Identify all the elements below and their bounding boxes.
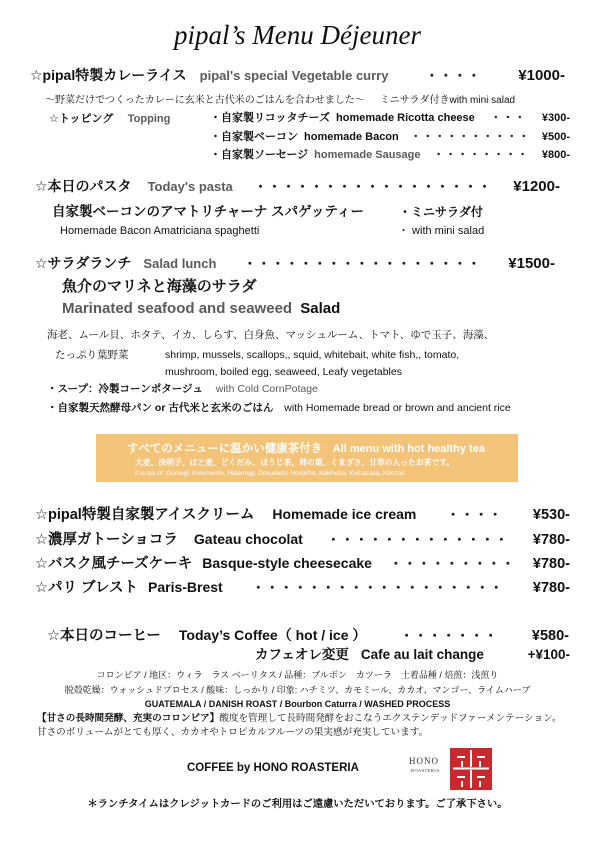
logo-word: HONO (409, 756, 439, 766)
pasta-side-en: ・ with mini salad (398, 225, 485, 237)
topping-row (210, 147, 570, 163)
coffee-name: ☆本日のコーヒー (47, 628, 161, 644)
salad-name: ☆サラダランチ (35, 255, 132, 271)
tea-ingredients: 大麦、決明子、はと麦、どくだみ、ほうじ茶、柿の葉、くまざさ、甘草の入ったお茶です。 (135, 458, 455, 467)
salad-bread-en: with Homemade bread or brown and ancient rice (284, 402, 511, 414)
dessert-leader: ・・・・・・・・・ (389, 556, 516, 571)
salad-ingredients: 海老、ムール貝、ホタテ、イカ、しらす、白身魚、マッシュルーム、トマト、ゆで玉子、海藻、 (47, 329, 495, 341)
topping-price: ¥800- (541, 149, 570, 161)
dessert-row (35, 577, 570, 597)
dessert-row (35, 529, 570, 549)
topping-label-en: Topping (127, 113, 171, 125)
logo-sub: ROASTERIA (411, 768, 440, 773)
cafe-au-lait-option: カフェオレ変更 (255, 647, 349, 662)
coffee-note-lead: 【甘さの長時間発酵、充実のコロンビア】 (37, 713, 220, 724)
dessert-name: ☆濃厚ガトーショコラ (35, 532, 178, 548)
topping-label: ☆トッピング (49, 113, 114, 125)
dessert-price: ¥780- (532, 556, 570, 572)
coffee-origin-line-2: 脱殻乾燥：ウォッシュドプロセス / 酸味：しっかり / 印象: ハチミツ、カモミール、カカオ、マンゴー、ライムハーブ (64, 685, 531, 695)
dessert-row (35, 553, 570, 573)
coffee-leader: ・・・・・・・ (400, 628, 499, 643)
curry-price: ¥1000- (518, 67, 565, 84)
salad-ingredients-cont: たっぷり葉野菜 (55, 349, 129, 361)
dessert-price: ¥780- (532, 580, 570, 596)
topping-leader: ・・・・・・・・ (433, 149, 530, 161)
salad-ingredients-en-2: mushroom, boiled egg, seaweed, Leafy vegetables (165, 366, 402, 378)
coffee-origin-line-1: コロンビア / 地区：ウィラ ラス ベーリタス / 品種：ブルボン カツーラ 土着品種 / 焙煎：浅煎り (96, 670, 499, 680)
dessert-leader: ・・・・・・・・・・・・・・・・・・ (251, 580, 504, 595)
pasta-dish-en: Homemade Bacon Amatriciana spaghetti (60, 225, 260, 237)
curry-description: 〜野菜だけでつくったカレーに玄米と古代米のごはんを合わせました〜 (45, 95, 365, 106)
topping-name-en: homemade Sausage (314, 149, 421, 161)
dessert-name: ☆pipal特製自家製アイスクリーム (35, 507, 255, 523)
coffee-price: ¥580- (531, 628, 569, 644)
topping-row (210, 110, 570, 126)
topping-price: ¥500- (541, 131, 570, 143)
cafe-au-lait-option-en: Cafe au lait change (360, 647, 484, 662)
topping-name: ・自家製ベーコン (210, 131, 298, 143)
coffee-row (47, 625, 569, 645)
dessert-leader: ・・・・・・・・・・・・・ (326, 532, 509, 547)
dessert-name: ☆パリ ブレスト (35, 580, 139, 596)
coffee-name-en: Today’s Coffee（ hot / ice ） (178, 627, 367, 643)
dessert-name-en: Gateau chocolat (193, 531, 303, 547)
tea-heading-row (127, 441, 512, 455)
curry-row (30, 65, 565, 85)
salad-price: ¥1500- (508, 255, 555, 272)
footnote: ＊ランチタイムはクレジットカードのご利用はご遠慮いただいております。ご了承下さい。 (87, 799, 508, 810)
topping-row (210, 129, 570, 145)
salad-name-en: Salad lunch (143, 256, 217, 271)
topping-name: ・自家製リコッタチーズ (210, 112, 331, 124)
cafe-au-lait-price: +¥100- (527, 647, 570, 662)
salad-soup: ・スープ：冷製コーンポタージュ (47, 383, 203, 395)
page-title: pipal’s Menu Déjeuner (174, 20, 421, 50)
dessert-name-en: Homemade ice cream (272, 506, 417, 522)
topping-leader: ・・・・・・・・・・ (410, 131, 531, 143)
tea-box (96, 434, 518, 482)
coffee-roaster: COFFEE by HONO ROASTERIA (187, 762, 359, 774)
dessert-name-en: Basque-style cheesecake (202, 555, 372, 571)
pasta-name-en: Today's pasta (147, 179, 233, 194)
coffee-note-body: 酸度を管理して長時間発酵をおこなうエクステンデッドファーメンテーション。甘さのボリュームがとても厚く、カカオやトロピカルフルーツの果実感が充実しています。 (37, 713, 562, 738)
topping-name-en: homemade Ricotta cheese (336, 112, 475, 124)
pasta-row (35, 176, 560, 196)
dessert-leader: ・・・・ (446, 507, 503, 522)
salad-soup-row (47, 381, 547, 397)
curry-leader: ・・・・ (425, 68, 482, 83)
topping-price: ¥300- (541, 112, 570, 124)
pasta-name: ☆本日のパスタ (35, 178, 132, 194)
tea-ingredients-en: It is tea of :Oomugi, Ketumeishi, Hatomugi, Dokudami, Houjicha, Kakinoha, Kumazasa, Kanzou. (135, 470, 407, 477)
salad-bread: ・自家製天然酵母パン or 古代米と玄米のごはん (47, 402, 274, 414)
dessert-row (35, 504, 570, 524)
salad-leader: ・・・・・・・・・・・・・・・・・ (243, 256, 482, 271)
cafe-au-lait-row (255, 645, 570, 665)
curry-name-en: pipal's special Vegetable curry (199, 68, 389, 83)
salad-bread-row (47, 400, 587, 416)
topping-name-en: homemade Bacon (304, 131, 399, 143)
tea-heading: すべてのメニューに温かい健康茶付き (127, 443, 323, 455)
salad-soup-en: with Cold CornPotage (215, 383, 318, 395)
pasta-price: ¥1200- (513, 178, 560, 195)
dessert-price: ¥530- (532, 507, 570, 523)
hono-roasteria-logo-icon (450, 748, 492, 790)
topping-label-row (49, 110, 204, 126)
salad-dish-en: Marinated seafood and seaweed (62, 300, 293, 317)
topping-leader: ・・・ (490, 112, 527, 124)
curry-description-row (45, 94, 570, 108)
pasta-leader: ・・・・・・・・・・・・・・・・・ (254, 179, 493, 194)
pasta-dish: 自家製ベーコンのアマトリチャーナ スパゲッティー (52, 204, 364, 219)
salad-ingredients-en-1: shrimp, mussels, scallops,, squid, whitebait, white fish,, tomato, (165, 349, 460, 361)
tea-heading-en: All menu with hot healthy tea (332, 443, 485, 455)
curry-side: ミニサラダ付きwith mini salad (379, 95, 516, 106)
dessert-name: ☆バスク風チーズケーキ (35, 556, 193, 572)
curry-name: ☆pipal特製カレーライス (30, 67, 187, 83)
salad-row (35, 253, 555, 273)
salad-dish-en-row (62, 299, 462, 319)
coffee-note (37, 712, 567, 740)
pasta-side: ・ミニサラダ付 (399, 205, 483, 219)
dessert-name-en: Paris-Brest (148, 579, 223, 595)
coffee-origin-line-3: GUATEMALA / DANISH ROAST / Bourbon Caturra / WASHED PROCESS (144, 699, 451, 709)
topping-name: ・自家製ソーセージ (210, 149, 309, 161)
salad-dish-en-tail: Salad (300, 300, 341, 317)
salad-dish: 魚介のマリネと海藻のサラダ (62, 278, 257, 295)
dessert-price: ¥780- (532, 532, 570, 548)
